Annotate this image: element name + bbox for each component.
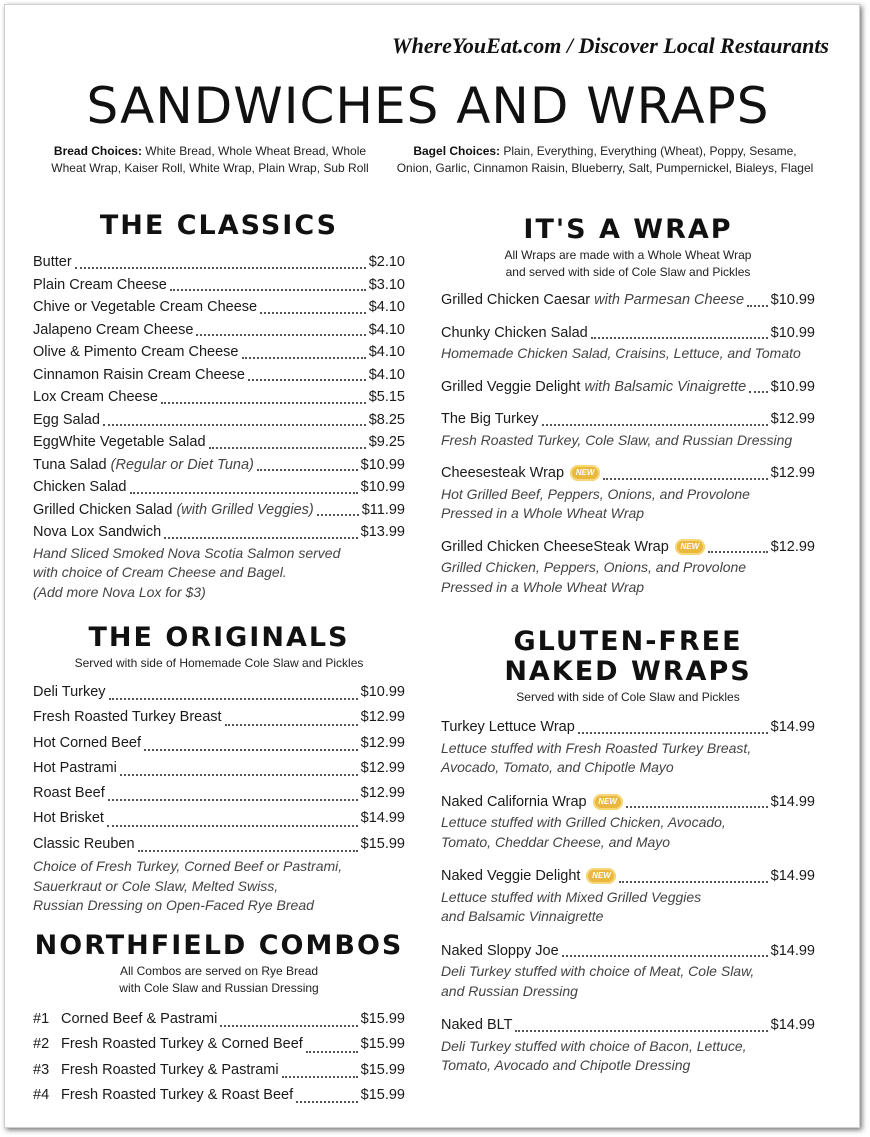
combos-list [33, 1007, 405, 1108]
menu-item-row [441, 1014, 815, 1037]
menu-item-name [33, 731, 141, 756]
gf-subtitle: Served with side of Cole Slaw and Pickles [516, 690, 740, 704]
menu-item-name [33, 409, 100, 432]
wrap-item [441, 408, 815, 450]
menu-item-price: $8.25 [368, 411, 405, 428]
menu-item-row [33, 705, 405, 730]
menu-item-price: $12.99 [360, 709, 405, 726]
gf-item [441, 940, 815, 1002]
wrap-item [441, 536, 815, 598]
dot-leader [120, 774, 358, 776]
menu-item-row [33, 251, 405, 274]
wrap-item [441, 462, 815, 524]
menu-item-label: Corned Beef & Pastrami [61, 1011, 218, 1027]
wraps-subtitle-line1: All Wraps are made with a Whole Wheat Wrap [504, 248, 752, 262]
menu-item-price: $10.99 [770, 378, 815, 395]
menu-item-row [33, 756, 405, 781]
menu-item-description: Pressed in a Whole Wheat Wrap [441, 505, 645, 521]
menu-item-note: with Balsamic Vinaigrette [584, 378, 747, 395]
combos-subtitle [33, 963, 405, 997]
menu-item-row [441, 791, 815, 814]
menu-item-row [33, 781, 405, 806]
menu-item-label: Roast Beef [33, 785, 105, 802]
gf-item [441, 716, 815, 778]
menu-item-description: Lettuce stuffed with Mixed Grilled Veggies [441, 888, 702, 905]
classics-section [33, 211, 405, 602]
menu-item-price: $12.99 [360, 759, 405, 776]
menu-item-name [441, 865, 616, 888]
menu-item-description: Hot Grilled Beef, Peppers, Onions, and Provolone [441, 485, 750, 502]
menu-item-price: $12.99 [770, 411, 815, 427]
menu-item-price: $14.99 [770, 868, 815, 884]
gf-item [441, 865, 815, 927]
menu-item-name [441, 536, 705, 559]
menu-item-price: $15.99 [360, 1036, 405, 1053]
menu-item-name [33, 454, 254, 477]
menu-item-name [441, 716, 575, 739]
menu-item-row [33, 319, 405, 342]
menu-item-row [33, 296, 405, 319]
menu-item-price: $15.99 [360, 835, 405, 852]
menu-item-row [441, 322, 815, 345]
menu-item-price: $4.10 [368, 344, 405, 360]
menu-item-label: Grilled Chicken Salad [33, 501, 173, 518]
originals-list [33, 680, 405, 857]
menu-item-label: Fresh Roasted Turkey & Roast Beef [61, 1086, 294, 1103]
menu-item-price: $12.99 [770, 465, 815, 481]
menu-item-price: $4.10 [368, 299, 405, 315]
dot-leader [562, 955, 768, 957]
gf-title-line2: NAKED WRAPS [504, 656, 752, 687]
wrap-item [441, 322, 815, 364]
menu-item-description: Russian Dressing on Open-Faced Rye Bread [33, 897, 314, 914]
dot-leader [220, 1025, 357, 1027]
dot-leader [542, 424, 768, 426]
menu-item-price: $12.99 [770, 538, 815, 555]
gf-title-line1: GLUTEN-FREE [513, 626, 743, 657]
dot-leader [591, 337, 768, 339]
menu-item-description: Sauerkraut or Cole Slaw, Melted Swiss, [33, 877, 279, 894]
menu-item-label: Lox Cream Cheese [33, 389, 158, 405]
menu-item-description: Lettuce stuffed with Grilled Chicken, Avocado, [441, 814, 726, 830]
dot-leader [209, 447, 366, 449]
menu-item-description: with choice of Cream Cheese and Bagel. [33, 564, 287, 580]
menu-item-label: Naked Veggie Delight [441, 868, 581, 884]
new-badge-icon: NEW [593, 794, 623, 810]
menu-item-row [33, 1032, 405, 1057]
menu-item-name [33, 431, 206, 454]
menu-page [4, 4, 860, 1128]
menu-item-price: $10.99 [360, 479, 405, 495]
menu-item-price: $14.99 [770, 942, 815, 959]
dot-leader [196, 334, 365, 336]
menu-item-price: $14.99 [770, 719, 815, 735]
menu-item-row [441, 940, 815, 963]
site-watermark: WhereYouEat.com / Discover Local Restaurants [392, 33, 829, 58]
dot-leader [103, 424, 366, 426]
wrap-item [441, 376, 815, 399]
menu-item-price: $10.99 [360, 684, 405, 700]
dot-leader [296, 1101, 358, 1103]
menu-item-price: $14.99 [360, 810, 405, 827]
menu-item-row [33, 431, 405, 454]
menu-item-label: Nova Lox Sandwich [33, 524, 162, 540]
menu-item-label: Fresh Roasted Turkey & Pastrami [61, 1061, 279, 1078]
menu-item-name [441, 408, 539, 431]
menu-item-row [441, 536, 815, 559]
originals-title: THE ORIGINALS [88, 622, 350, 653]
menu-item-name [33, 1058, 279, 1083]
menu-item-description: Pressed in a Whole Wheat Wrap [441, 578, 645, 595]
menu-item-label: Grilled Chicken Caesar [441, 292, 591, 308]
menu-item-name [33, 386, 158, 409]
menu-item-row [441, 462, 815, 485]
menu-item-name [33, 1083, 293, 1108]
menu-item-row [33, 454, 405, 477]
menu-item-price: $15.99 [360, 1061, 405, 1078]
wraps-section [441, 215, 815, 609]
menu-item-name [441, 322, 588, 345]
menu-item-label: Butter [33, 254, 72, 270]
menu-item-row [441, 408, 815, 431]
dot-leader [626, 806, 768, 808]
menu-item-price: $4.10 [368, 366, 405, 383]
menu-item-name [441, 462, 600, 485]
dot-leader [225, 724, 358, 726]
bagel-choices [385, 143, 825, 177]
menu-item-name [441, 289, 744, 312]
bagel-choices-line1: Plain, Everything, Everything (Wheat), Poppy, Sesame, [503, 144, 797, 158]
menu-item-name [33, 296, 257, 319]
menu-item-price: $11.99 [361, 501, 405, 518]
dot-leader [603, 478, 768, 480]
menu-item-price: $12.99 [360, 785, 405, 802]
dot-leader [306, 1051, 358, 1053]
menu-item-label: Chive or Vegetable Cream Cheese [33, 299, 258, 315]
dot-leader [749, 391, 767, 393]
bread-choices [35, 143, 385, 177]
menu-item-label: Naked BLT [441, 1017, 513, 1033]
menu-item-price: $2.10 [368, 254, 405, 270]
menu-item-row [33, 1007, 405, 1032]
menu-item-label: Grilled Veggie Delight [441, 378, 581, 395]
menu-item-description: Tomato, Cheddar Cheese, and Mayo [441, 833, 671, 850]
menu-item-name [33, 499, 314, 522]
menu-item-name [33, 832, 135, 857]
menu-item-price: $14.99 [770, 793, 815, 810]
combo-number: #3 [33, 1061, 50, 1078]
menu-item-price: $15.99 [360, 1086, 405, 1103]
new-badge-icon: NEW [570, 465, 600, 481]
menu-item-label: Chunky Chicken Salad [441, 324, 588, 341]
menu-item-row [33, 499, 405, 522]
menu-item-name [33, 364, 245, 387]
menu-item-description: Fresh Roasted Turkey, Cole Slaw, and Russian Dressing [441, 431, 793, 448]
bread-choices-line2: Wheat Wrap, Kaiser Roll, White Wrap, Plain Wrap, Sub Roll [51, 161, 369, 175]
menu-item-row [441, 289, 815, 312]
menu-item-description: and Russian Dressing [441, 982, 578, 999]
gf-list [441, 716, 815, 1076]
menu-item-name [33, 319, 193, 342]
dot-leader [619, 881, 767, 883]
menu-item-name [33, 476, 127, 499]
menu-item-row [33, 274, 405, 297]
menu-item-row [33, 680, 405, 705]
menu-item-name [33, 521, 161, 544]
menu-item-row [33, 409, 405, 432]
menu-item-label: The Big Turkey [441, 411, 539, 427]
menu-item-note: (Regular or Diet Tuna) [110, 456, 254, 473]
menu-item-price: $3.10 [368, 276, 405, 293]
menu-item-label: Hot Brisket [33, 810, 104, 827]
dot-leader [260, 312, 366, 314]
menu-item-price: $15.99 [360, 1011, 405, 1027]
combos-subtitle-line2: with Cole Slaw and Russian Dressing [119, 981, 319, 995]
menu-item-description: Deli Turkey stuffed with choice of Bacon, Lettuce, [441, 1037, 747, 1054]
menu-item-label: Deli Turkey [33, 684, 106, 700]
menu-item-label: Classic Reuben [33, 835, 135, 852]
bread-choices-label: Bread Choices: [53, 144, 142, 158]
menu-item-price: $10.99 [770, 324, 815, 341]
menu-item-name [441, 940, 559, 963]
dot-leader [107, 825, 358, 827]
menu-item-name [441, 791, 623, 814]
menu-item-description: Homemade Chicken Salad, Craisins, Lettuce, and Tomato [441, 345, 801, 361]
menu-item-description: Grilled Chicken, Peppers, Onions, and Provolone [441, 559, 747, 575]
menu-item-row [441, 376, 815, 399]
dot-leader [257, 469, 358, 471]
menu-item-row [33, 364, 405, 387]
menu-item-label: Plain Cream Cheese [33, 276, 167, 293]
menu-item-description: (Add more Nova Lox for $3) [33, 583, 206, 600]
dot-leader [317, 514, 359, 516]
menu-item-row [441, 716, 815, 739]
wraps-subtitle [441, 247, 815, 281]
combos-section [33, 931, 405, 1108]
menu-item-label: Naked Sloppy Joe [441, 942, 559, 959]
menu-item-row [33, 731, 405, 756]
menu-item-label: Chicken Salad [33, 479, 127, 495]
menu-item-label: Naked California Wrap [441, 793, 587, 810]
dot-leader [108, 799, 358, 801]
menu-item-name [33, 680, 106, 705]
menu-item-name [33, 756, 117, 781]
bagel-choices-label: Bagel Choices: [413, 144, 501, 158]
menu-item-name [33, 705, 222, 730]
wraps-list [441, 289, 815, 597]
dot-leader [242, 357, 366, 359]
menu-item-label: Fresh Roasted Turkey & Corned Beef [61, 1036, 303, 1053]
wrap-item [441, 289, 815, 312]
dot-leader [138, 850, 358, 852]
menu-item-price: $14.99 [770, 1017, 815, 1033]
bagel-choices-line2: Onion, Garlic, Cinnamon Raisin, Blueberry, Salt, Pumpernickel, Bialeys, Flagel [396, 161, 814, 175]
menu-item-price: $12.99 [360, 734, 405, 751]
menu-item-description: Choice of Fresh Turkey, Corned Beef or Pastrami, [33, 858, 343, 875]
menu-item-description: Hand Sliced Smoked Nova Scotia Salmon served [33, 544, 341, 561]
menu-item-label: Cinnamon Raisin Cream Cheese [33, 366, 245, 383]
classics-title: THE CLASSICS [99, 210, 339, 241]
menu-item-note: (with Grilled Veggies) [176, 501, 314, 518]
combo-number: #1 [33, 1011, 50, 1027]
dot-leader [708, 551, 768, 553]
combos-title: NORTHFIELD COMBOS [34, 930, 404, 961]
gf-section [441, 627, 815, 1089]
menu-item-price: $9.25 [368, 434, 405, 450]
combo-number: #4 [33, 1086, 50, 1103]
menu-item-label: EggWhite Vegetable Salad [33, 434, 206, 450]
originals-desc [33, 857, 405, 916]
bread-choices-line1: White Bread, Whole Wheat Bread, Whole [145, 144, 367, 158]
menu-item-price: $10.99 [770, 292, 815, 308]
menu-item-description: Lettuce stuffed with Fresh Roasted Turkey Breast, [441, 739, 752, 756]
wraps-subtitle-line2: and served with side of Cole Slaw and Pickles [505, 265, 751, 279]
menu-item-name [441, 1014, 512, 1037]
menu-item-price: $5.15 [368, 389, 405, 405]
menu-item-label: Grilled Chicken CheeseSteak Wrap [441, 538, 669, 555]
menu-item-price: $10.99 [360, 456, 405, 473]
dot-leader [170, 289, 366, 291]
menu-item-name [33, 341, 239, 364]
menu-item-name [33, 806, 104, 831]
dot-leader [109, 698, 358, 700]
new-badge-icon: NEW [586, 868, 616, 884]
menu-item-row [33, 1058, 405, 1083]
dot-leader [130, 492, 358, 494]
dot-leader [75, 267, 366, 269]
menu-item-price: $4.10 [368, 321, 405, 338]
menu-item-label: Fresh Roasted Turkey Breast [33, 709, 222, 726]
menu-item-name [33, 1032, 303, 1057]
menu-item-row [33, 1083, 405, 1108]
menu-item-label: Hot Pastrami [33, 759, 117, 776]
menu-item-row [33, 341, 405, 364]
dot-leader [164, 537, 357, 539]
menu-item-label: Jalapeno Cream Cheese [33, 321, 194, 338]
menu-item-label: Hot Corned Beef [33, 734, 142, 751]
combo-number: #2 [33, 1036, 50, 1053]
menu-item-label: Tuna Salad [33, 456, 107, 473]
menu-item-label: Turkey Lettuce Wrap [441, 719, 575, 735]
menu-item-name [33, 274, 167, 297]
dot-leader [515, 1030, 767, 1032]
menu-item-name [441, 376, 746, 399]
menu-item-description: and Balsamic Vinnaigrette [441, 908, 604, 924]
menu-item-description: Avocado, Tomato, and Chipotle Mayo [441, 759, 674, 775]
new-badge-icon: NEW [675, 539, 705, 555]
menu-item-note: with Parmesan Cheese [594, 292, 745, 308]
originals-section [33, 623, 405, 916]
menu-item-row [33, 832, 405, 857]
menu-item-row [33, 521, 405, 544]
menu-item-label: Cheesesteak Wrap [441, 465, 565, 481]
dot-leader [578, 732, 768, 734]
menu-item-label: Olive & Pimento Cream Cheese [33, 344, 239, 360]
gf-item [441, 791, 815, 853]
dot-leader [161, 402, 366, 404]
menu-item-row [33, 476, 405, 499]
wraps-title: IT'S A WRAP [523, 214, 733, 245]
menu-item-description: Tomato, Avocado and Chipotle Dressing [441, 1057, 691, 1073]
menu-item-description: Deli Turkey stuffed with choice of Meat, Cole Slaw, [441, 963, 755, 979]
dot-leader [747, 305, 768, 307]
page-title: SANDWICHES AND WRAPS [86, 77, 770, 135]
menu-item-name [33, 1007, 217, 1032]
menu-item-row [33, 386, 405, 409]
combos-subtitle-line1: All Combos are served on Rye Bread [119, 964, 319, 978]
menu-item-label: Egg Salad [33, 411, 100, 428]
classics-list [33, 251, 405, 544]
dot-leader [248, 379, 366, 381]
menu-item-name [33, 251, 72, 274]
menu-item-row [33, 806, 405, 831]
dot-leader [282, 1076, 358, 1078]
originals-subtitle: Served with side of Homemade Cole Slaw and Pickles [74, 656, 364, 670]
gf-item [441, 1014, 815, 1076]
menu-item-name [33, 781, 105, 806]
classics-desc [33, 544, 405, 603]
menu-item-row [441, 865, 815, 888]
menu-item-price: $13.99 [360, 524, 405, 540]
dot-leader [144, 749, 358, 751]
